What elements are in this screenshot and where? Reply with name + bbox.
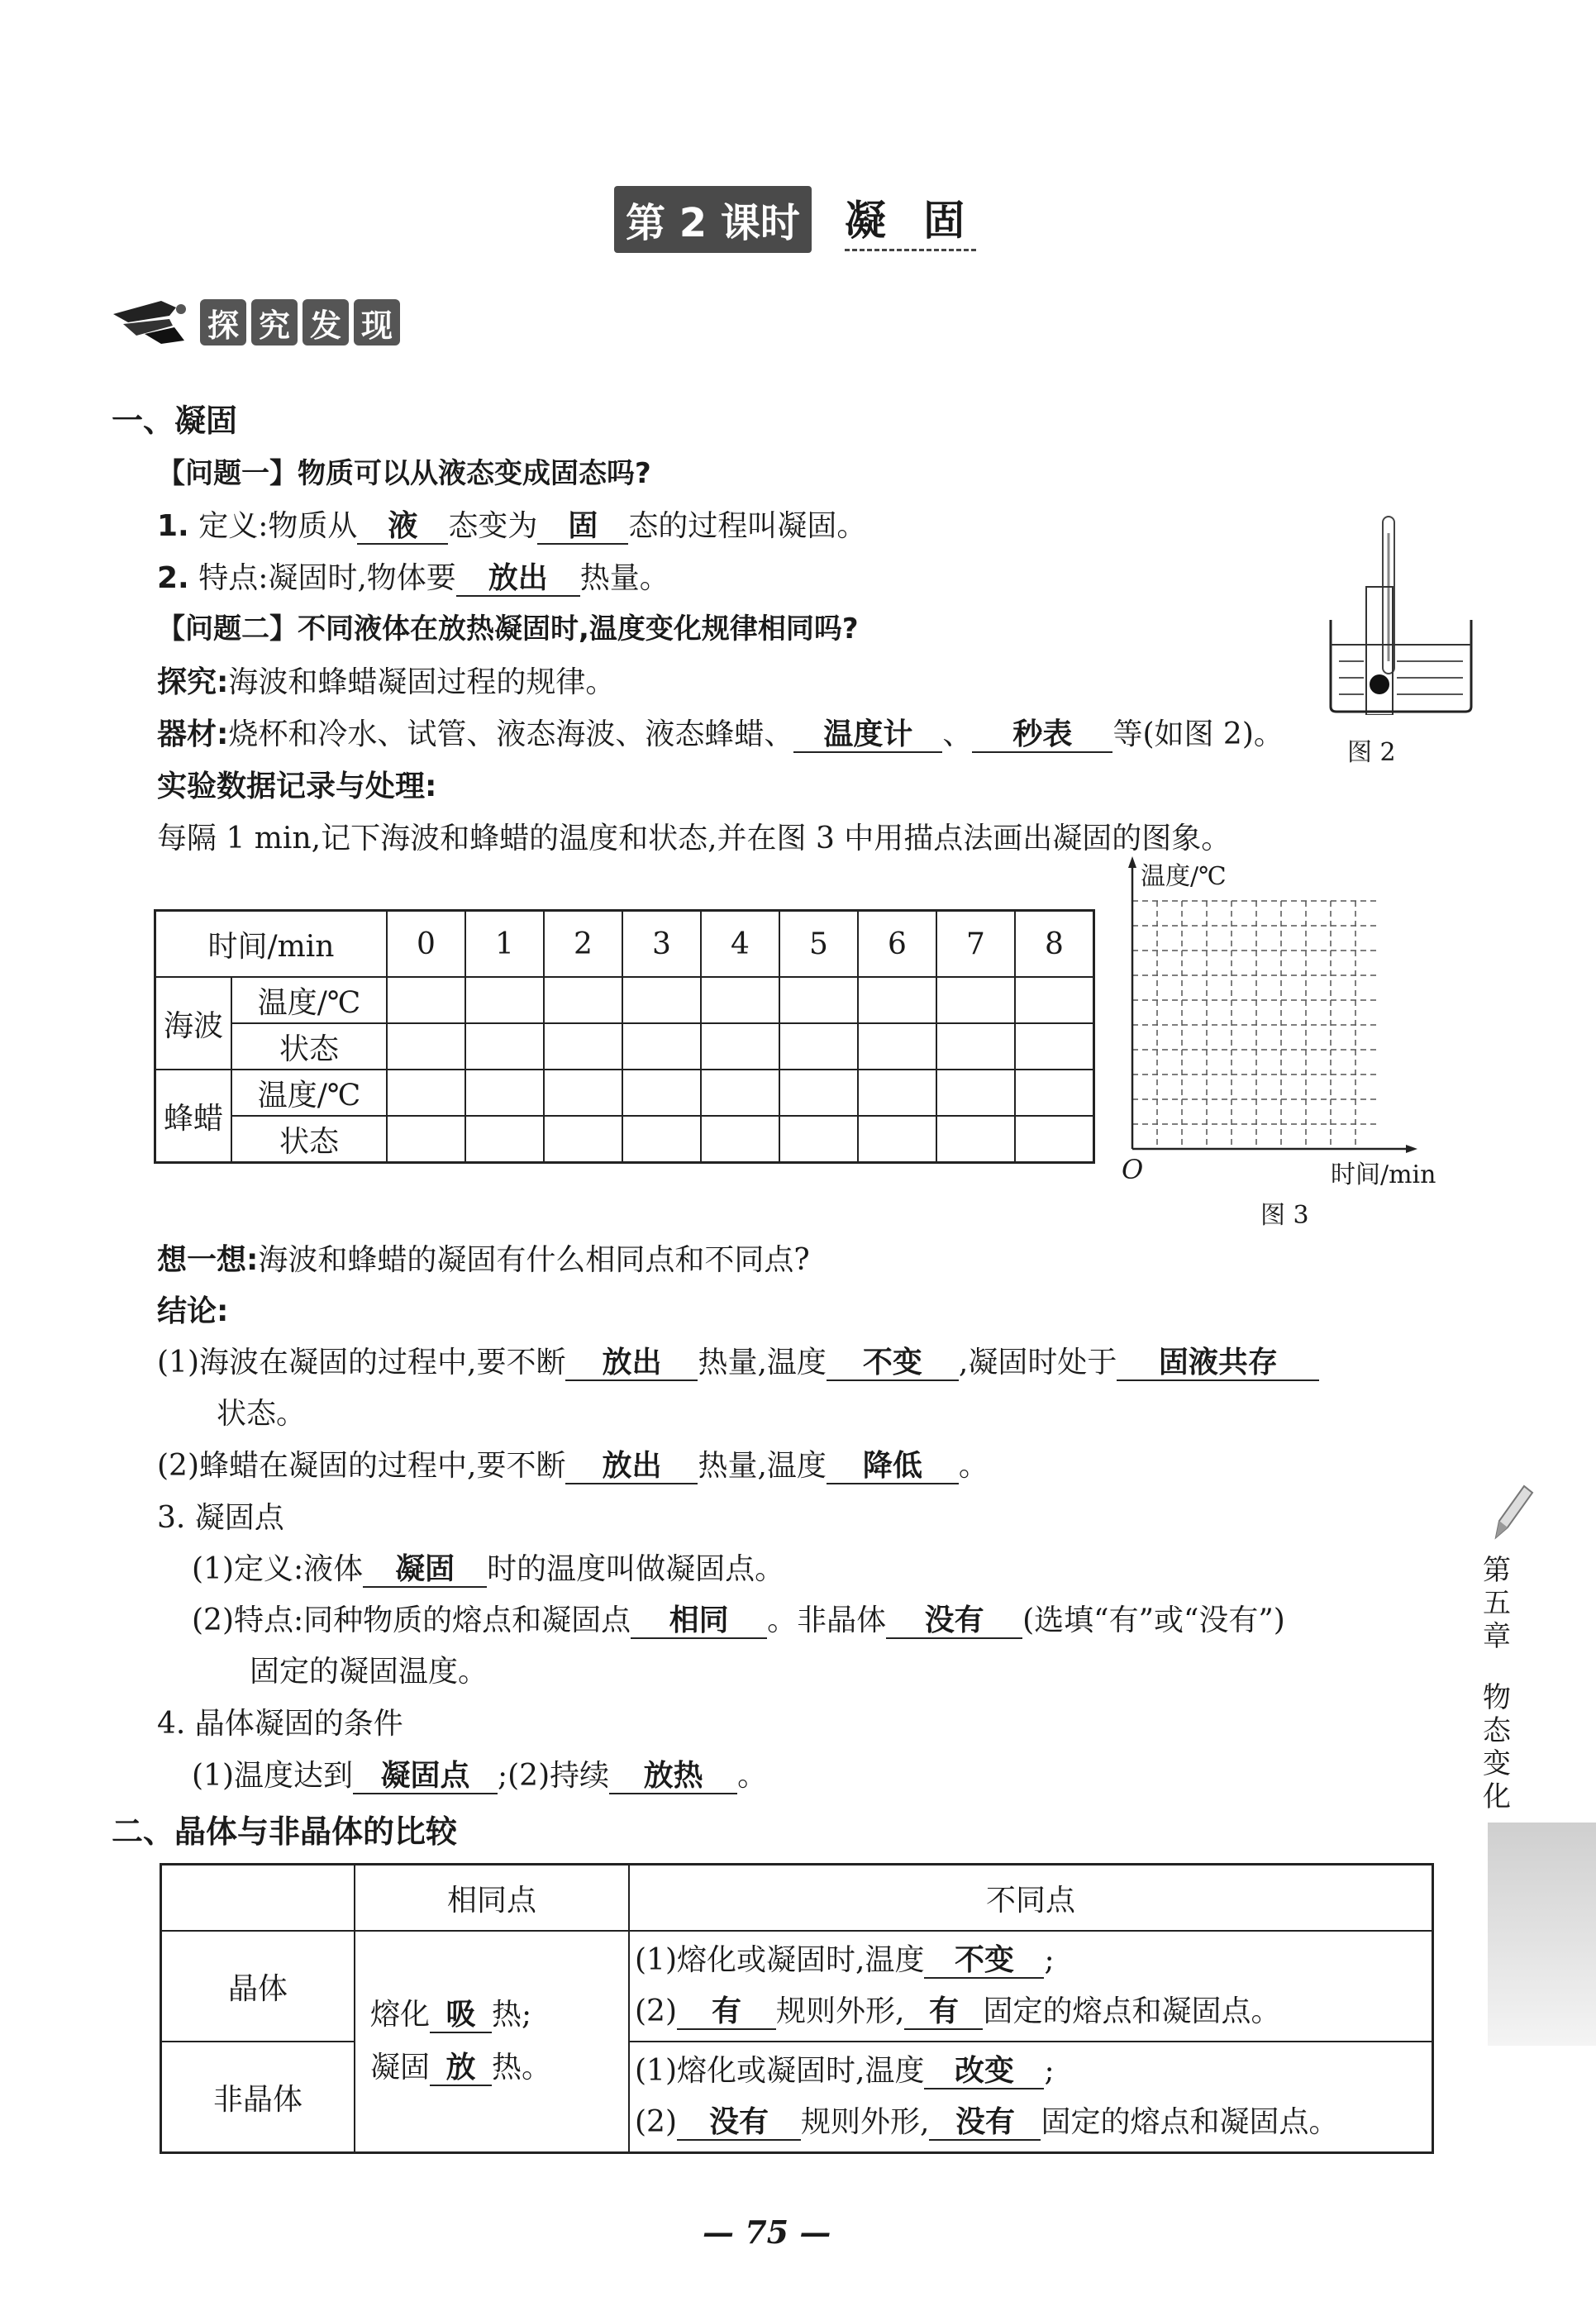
group-name: 蜂蜡 [155,1070,232,1163]
answer-blank: 没有 [929,2105,1041,2141]
answer-blank: 秒表 [972,717,1112,753]
row-label: 状态 [231,1023,387,1070]
explore-char: 发 [303,299,349,345]
point3-title: 3. 凝固点 [157,1501,284,1535]
time-cell: 3 [622,911,701,978]
conclusion-2: (2)蜂蜡在凝固的过程中,要不断 放出 热量,温度 降低 。 [157,1442,989,1484]
beaker-thermometer-figure [1318,508,1484,715]
definition-line: 1. 定义:物质从 液 态变为 固 态的过程叫凝固。 [157,503,866,545]
answer-blank: 没有 [886,1603,1022,1639]
answer-blank: 放热 [609,1759,737,1794]
row-label: 温度/℃ [231,977,387,1023]
fig2-caption: 图 2 [1347,738,1396,767]
explore-char: 现 [354,299,400,345]
same-points: 熔化 吸 热; 凝固 放 热。 [355,1931,629,2153]
think-line: 想一想:海波和蜂蜡的凝固有什么相同点和不同点? [157,1243,810,1277]
question-two: 【问题二】不同液体在放热凝固时,温度变化规律相同吗? [157,612,859,646]
table-header-row [155,911,1094,978]
conclusion-label: 结论: [157,1294,229,1328]
answer-blank: 固 [537,509,628,545]
answer-blank: 有 [904,1994,983,2030]
answer-blank: 固液共存 [1117,1346,1319,1381]
fig3-ylabel: 温度/℃ [1141,862,1227,891]
answer-blank: 放出 [565,1346,698,1381]
answer-blank: 放出 [565,1449,698,1484]
col-diff: 不同点 [629,1865,1433,1932]
amorphous-diff: (1)熔化或凝固时,温度 改变 ; (2) 没有 规则外形, 没有 固定的熔点和凝固点。 [629,2042,1433,2153]
lesson-name: 凝 固 [845,188,976,251]
answer-blank: 改变 [924,2054,1044,2089]
answer-blank: 不变 [924,1943,1044,1979]
feature-line: 2. 特点:凝固时,物体要 放出 热量。 [157,555,669,597]
lesson-title [614,186,976,253]
conclusion-1: (1)海波在凝固的过程中,要不断 放出 热量,温度 不变 ,凝固时处于 固液共存 [157,1339,1319,1381]
page-number: — 75 — [703,2213,831,2251]
answer-blank: 有 [677,1994,776,2030]
fig3-xlabel: 时间/min [1331,1160,1436,1189]
answer-blank: 凝固点 [353,1759,498,1794]
point3-definition: (1)定义:液体 凝固 时的温度叫做凝固点。 [192,1546,784,1588]
answer-blank: 液 [357,509,448,545]
point4-condition: (1)温度达到 凝固点 ;(2)持续 放热 。 [192,1752,767,1794]
brush-icon [112,298,190,347]
point4-title: 4. 晶体凝固的条件 [157,1707,403,1741]
col-same: 相同点 [355,1865,629,1932]
time-cell: 1 [465,911,544,978]
question-one: 【问题一】物质可以从液态变成固态吗? [157,457,651,490]
answer-blank: 不变 [827,1346,959,1381]
table-row [161,1931,1433,2042]
table-row [161,2042,1433,2153]
pencil-icon [1488,1480,1537,1541]
temperature-time-graph [1120,851,1451,1190]
answer-blank: 没有 [677,2105,801,2141]
time-cell: 7 [936,911,1015,978]
chapter-side-tab: 第 五 章 物 态 变 化 [1483,1554,1511,1813]
record-label: 实验数据记录与处理: [157,770,437,803]
group-name: 海波 [155,977,232,1070]
time-cell: 0 [387,911,465,978]
row-crystal: 晶体 [161,1931,355,2042]
row-label: 状态 [231,1116,387,1163]
row-label: 温度/℃ [231,1070,387,1116]
fig3-origin: O [1122,1154,1144,1185]
time-cell: 2 [544,911,622,978]
answer-blank: 温度计 [793,717,942,753]
section-heading-solidification: 一、凝固 [112,403,238,439]
explore-banner [112,298,405,347]
answer-blank: 放 [430,2051,492,2086]
answer-blank: 相同 [631,1603,767,1639]
time-cell: 8 [1015,911,1094,978]
table-row [155,1116,1094,1163]
point3-feature: (2)特点:同种物质的熔点和凝固点 相同 。非晶体 没有 (选填“有”或“没有”) [192,1597,1285,1639]
section-heading-comparison: 二、晶体与非晶体的比较 [112,1813,458,1850]
table-row [155,1070,1094,1116]
time-cell: 6 [858,911,936,978]
answer-blank: 凝固 [363,1552,487,1588]
time-cell: 5 [779,911,858,978]
lesson-badge: 第 2 课时 [614,186,812,253]
data-table [154,909,1095,1164]
answer-blank: 降低 [827,1449,959,1484]
side-bar-decoration [1488,1823,1596,2046]
fig3-caption: 图 3 [1260,1201,1309,1230]
table-row [155,977,1094,1023]
table-header-row [161,1865,1433,1932]
answer-blank: 放出 [456,561,580,597]
equipment-line: 器材:烧杯和冷水、试管、液态海波、液态蜂蜡、 温度计 、 秒表 等(如图 2)。 [157,711,1284,753]
explore-line: 探究:海波和蜂蜡凝固过程的规律。 [157,665,616,699]
time-cell: 4 [701,911,779,978]
answer-blank: 吸 [430,1998,492,2033]
conclusion-1-cont: 状态。 [217,1397,307,1431]
crystal-diff: (1)熔化或凝固时,温度 不变 ; (2) 有 规则外形, 有 固定的熔点和凝固点。 [629,1931,1433,2042]
explore-char: 究 [251,299,298,345]
point3-feature-cont: 固定的凝固温度。 [250,1655,488,1689]
time-header: 时间/min [155,911,388,978]
comparison-table [160,1863,1434,2154]
row-amorphous: 非晶体 [161,2042,355,2153]
explore-char: 探 [200,299,246,345]
table-row [155,1023,1094,1070]
record-text: 每隔 1 min,记下海波和蜂蜡的温度和状态,并在图 3 中用描点法画出凝固的图象。 [157,822,1232,855]
